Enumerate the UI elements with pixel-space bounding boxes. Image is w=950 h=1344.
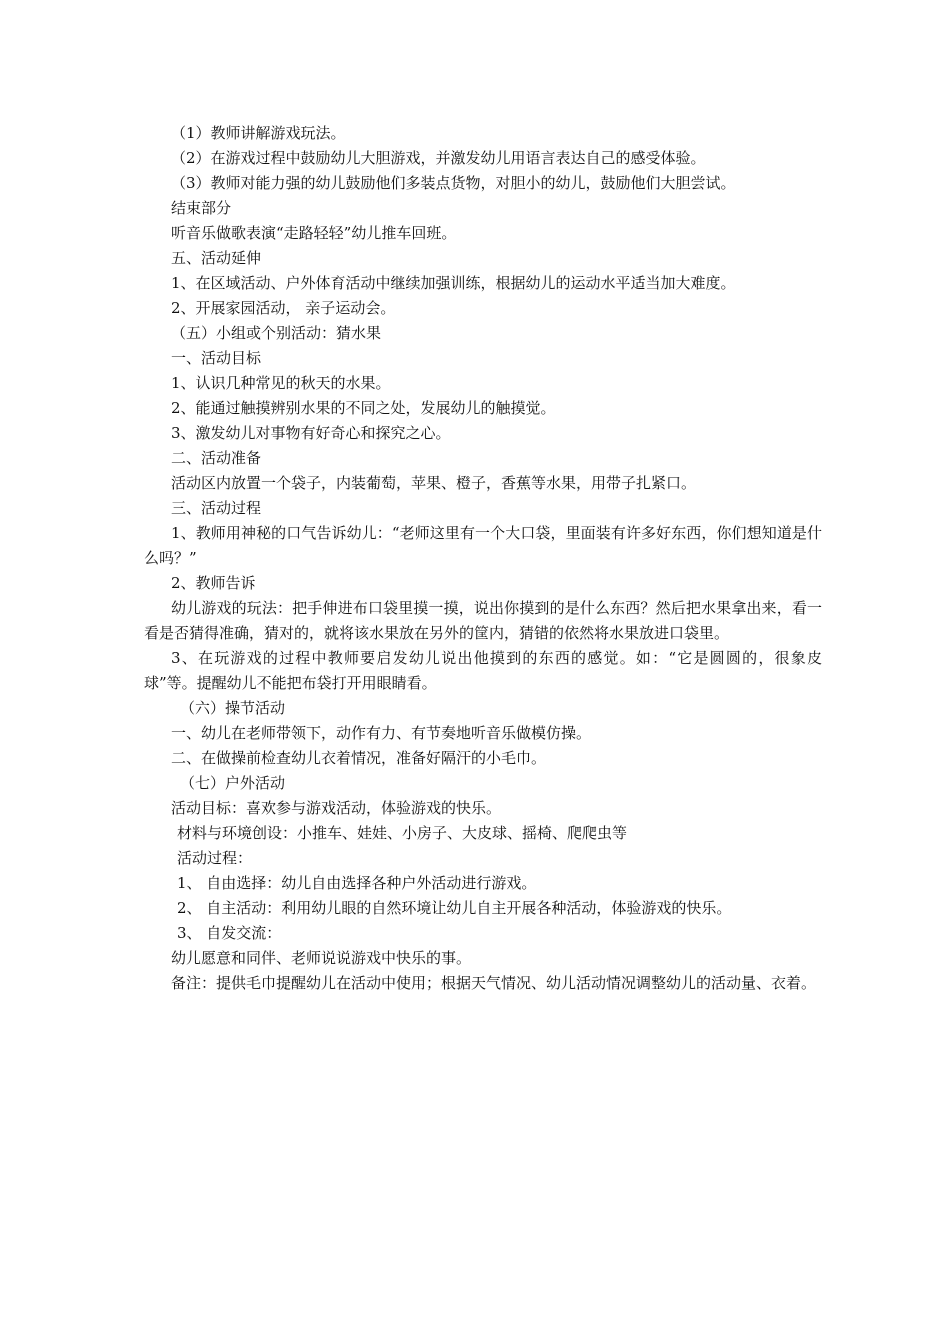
section-heading: 一、活动目标 [171,349,262,367]
paragraph: 2、能通过触摸辨别水果的不同之处，发展幼儿的触摸觉。 [171,399,556,417]
list-item: 1、 自由选择：幼儿自由选择各种户外活动进行游戏。 [177,874,537,892]
section-heading: （七）户外活动 [180,774,286,792]
paragraph: 活动过程： [177,849,253,867]
paragraph: 一、幼儿在老师带领下，动作有力、有节奏地听音乐做模仿操。 [171,724,592,742]
note-paragraph: 备注：提供毛巾提醒幼儿在活动中使用；根据天气情况、幼儿活动情况调整幼儿的活动量、衣着。 [171,974,817,992]
paragraph: 活动区内放置一个袋子，内装葡萄，苹果、橙子，香蕉等水果，用带子扎紧口。 [171,474,697,492]
list-item: 3、 自发交流： [177,924,282,942]
section-heading: （五）小组或个别活动：猜水果 [171,324,382,342]
paragraph: （2）在游戏过程中鼓励幼儿大胆游戏，并激发幼儿用语言表达自己的感受体验。 [171,149,706,167]
paragraph: 1、认识几种常见的秋天的水果。 [171,374,391,392]
paragraph: 活动目标：喜欢参与游戏活动，体验游戏的快乐。 [171,799,502,817]
paragraph: 1、教师用神秘的口气告诉幼儿：“老师这里有一个大口袋，里面装有许多好东西，你们想知道是什么吗？” [144,524,822,567]
paragraph: 1、在区域活动、户外体育活动中继续加强训练，根据幼儿的运动水平适当加大难度。 [171,274,736,292]
paragraph: 二、在做操前检查幼儿衣着情况，准备好隔汗的小毛巾。 [171,749,547,767]
paragraph: 听音乐做歌表演“走路轻轻”幼儿推车回班。 [171,224,457,242]
paragraph: 3、在玩游戏的过程中教师要启发幼儿说出他摸到的东西的感觉。如：“它是圆圆的，很象皮球”等。提醒幼儿不能把布袋打开用眼睛看。 [144,649,822,692]
paragraph: 幼儿愿意和同伴、老师说说游戏中快乐的事。 [171,949,472,967]
paragraph: 3、激发幼儿对事物有好奇心和探究之心。 [171,424,451,442]
paragraph: 2、开展家园活动， 亲子运动会。 [171,299,396,317]
list-item: 2、 自主活动：利用幼儿眼的自然环境让幼儿自主开展各种活动，体验游戏的快乐。 [177,899,732,917]
section-heading: 二、活动准备 [171,449,262,467]
paragraph: 材料与环境创设：小推车、娃娃、小房子、大皮球、摇椅、爬爬虫等 [177,824,628,842]
document-body [144,121,822,996]
section-heading: 结束部分 [171,199,232,217]
section-heading: 五、活动延伸 [171,249,262,267]
section-heading: （六）操节活动 [180,699,286,717]
paragraph: （1）教师讲解游戏玩法。 [171,124,346,142]
section-heading: 三、活动过程 [171,499,262,517]
paragraph: 2、教师告诉 [171,574,256,592]
paragraph: （3）教师对能力强的幼儿鼓励他们多装点货物，对胆小的幼儿，鼓励他们大胆尝试。 [171,174,736,192]
paragraph: 幼儿游戏的玩法：把手伸进布口袋里摸一摸，说出你摸到的是什么东西？然后把水果拿出来，看一看是否猜得准确，猜对的，就将该水果放在另外的筐内，猜错的依然将水果放进口袋里。 [144,599,822,642]
